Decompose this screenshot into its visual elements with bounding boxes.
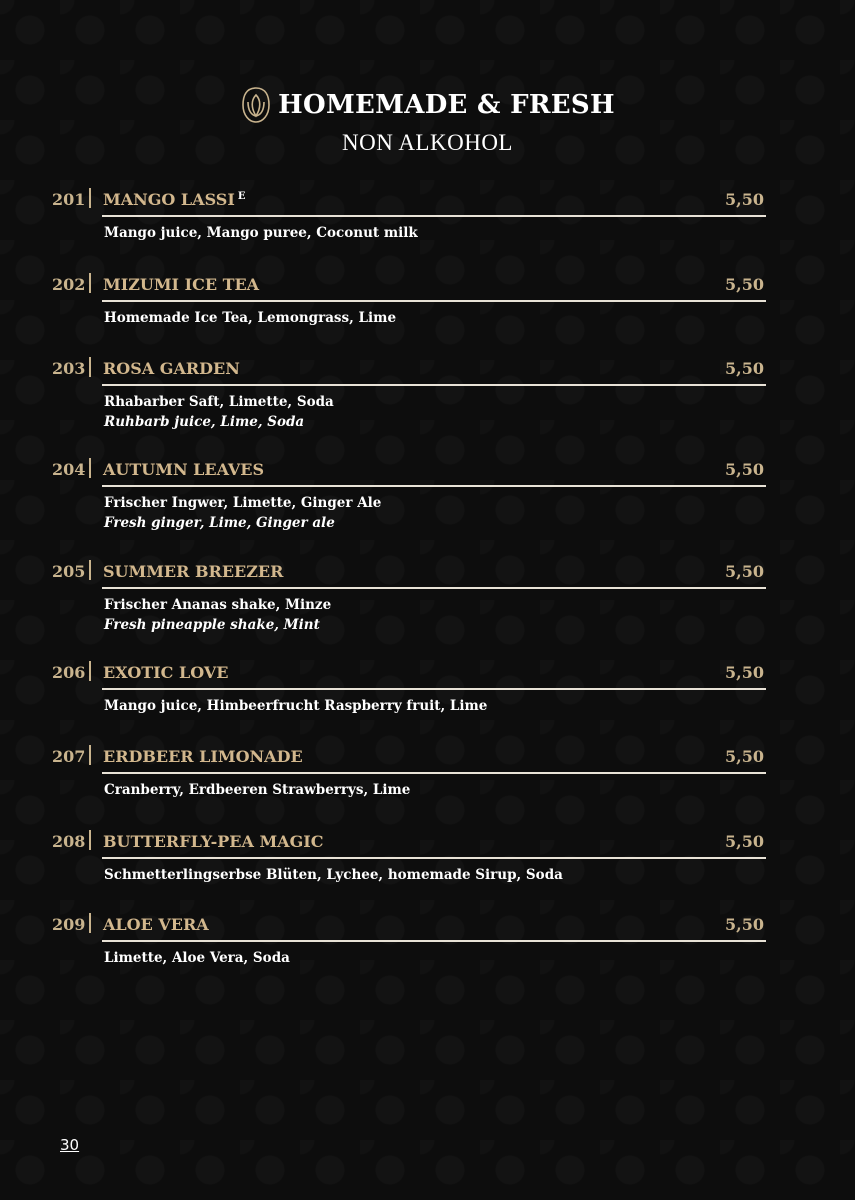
item-name: MANGO LASSI $^E$ xyxy=(103,190,246,209)
item-description: Homemade Ice Tea, Lemongrass, Lime xyxy=(104,310,397,326)
item-price: 5,50 xyxy=(725,832,764,851)
item-separator xyxy=(89,458,91,478)
item-price: 5,50 xyxy=(725,915,764,934)
item-name: BUTTERFLY-PEA MAGIC xyxy=(103,832,324,851)
item-divider xyxy=(102,772,766,774)
item-divider xyxy=(102,485,766,487)
menu-item xyxy=(52,830,766,885)
item-price: 5,50 xyxy=(725,562,764,581)
item-description-english: Fresh pineapple shake, Mint xyxy=(104,617,320,633)
item-separator xyxy=(89,913,91,933)
item-divider xyxy=(102,300,766,302)
menu-item xyxy=(52,913,766,968)
item-price: 5,50 xyxy=(725,190,764,209)
allergen-mark: E xyxy=(237,191,246,202)
item-price: 5,50 xyxy=(725,275,764,294)
item-number: 205 xyxy=(52,562,86,581)
item-number: 201 xyxy=(52,190,86,209)
header-title-row xyxy=(0,86,855,124)
item-separator xyxy=(89,560,91,580)
item-separator xyxy=(89,745,91,765)
item-name: ALOE VERA xyxy=(103,915,209,934)
item-price: 5,50 xyxy=(725,663,764,682)
item-separator xyxy=(89,830,91,850)
item-name: MIZUMI ICE TEA xyxy=(103,275,260,294)
item-divider xyxy=(102,384,766,386)
item-description: Schmetterlingserbse Blüten, Lychee, homemade Sirup, Soda xyxy=(104,867,563,883)
item-divider xyxy=(102,215,766,217)
item-description: Mango juice, Himbeerfrucht Raspberry fruit, Lime xyxy=(104,698,488,714)
item-divider xyxy=(102,688,766,690)
item-number: 209 xyxy=(52,915,86,934)
item-price: 5,50 xyxy=(725,359,764,378)
item-description-english: Fresh ginger, Lime, Ginger ale xyxy=(104,515,335,531)
item-description-english: Ruhbarb juice, Lime, Soda xyxy=(104,414,305,430)
item-description: Rhabarber Saft, Limette, Soda xyxy=(104,394,334,410)
item-price: 5,50 xyxy=(725,460,764,479)
item-description: Cranberry, Erdbeeren Strawberrys, Lime xyxy=(104,782,411,798)
item-divider xyxy=(102,857,766,859)
page-title: HOMEMADE & FRESH xyxy=(278,90,615,120)
item-description: Limette, Aloe Vera, Soda xyxy=(104,950,290,966)
menu-item xyxy=(52,560,766,635)
item-number: 203 xyxy=(52,359,86,378)
item-separator xyxy=(89,188,91,208)
menu-item xyxy=(52,458,766,533)
page-number: 30 xyxy=(60,1136,80,1154)
menu-item xyxy=(52,357,766,432)
item-name: EXOTIC LOVE xyxy=(103,663,229,682)
item-number: 206 xyxy=(52,663,86,682)
menu-item xyxy=(52,745,766,800)
item-name: ERDBEER LIMONADE xyxy=(103,747,303,766)
item-divider xyxy=(102,587,766,589)
page-subtitle: NON ALKOHOL xyxy=(342,130,513,155)
item-number: 207 xyxy=(52,747,86,766)
item-number: 202 xyxy=(52,275,86,294)
menu-header xyxy=(0,86,855,156)
menu-item xyxy=(52,188,766,243)
item-name: AUTUMN LEAVES xyxy=(103,460,264,479)
item-separator xyxy=(89,273,91,293)
item-number: 204 xyxy=(52,460,86,479)
item-name: SUMMER BREEZER xyxy=(103,562,284,581)
item-separator xyxy=(89,661,91,681)
item-name: ROSA GARDEN xyxy=(103,359,240,378)
item-price: 5,50 xyxy=(725,747,764,766)
menu-item xyxy=(52,661,766,716)
item-description: Frischer Ingwer, Limette, Ginger Ale xyxy=(104,495,382,511)
item-divider xyxy=(102,940,766,942)
lotus-icon xyxy=(240,86,272,124)
item-description: Mango juice, Mango puree, Coconut milk xyxy=(104,225,418,241)
menu-item xyxy=(52,273,766,328)
item-number: 208 xyxy=(52,832,86,851)
item-separator xyxy=(89,357,91,377)
item-description: Frischer Ananas shake, Minze xyxy=(104,597,332,613)
